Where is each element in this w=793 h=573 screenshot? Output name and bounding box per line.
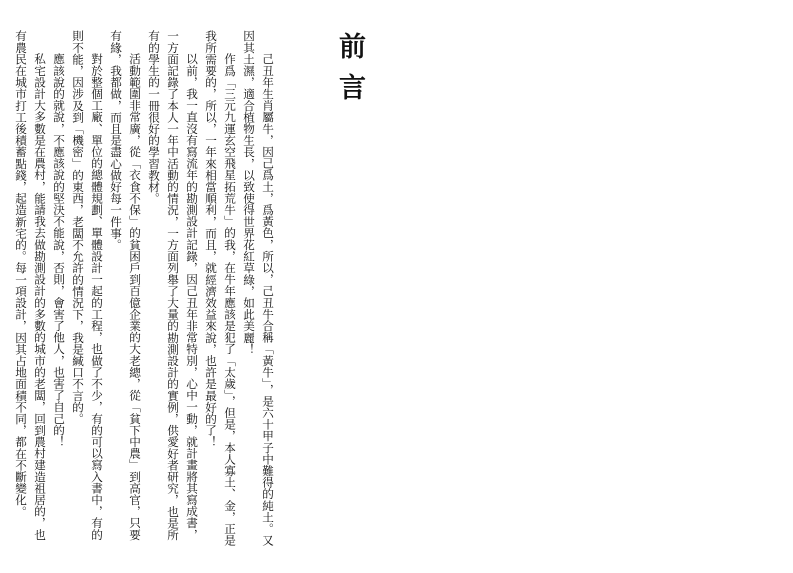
paragraph-4: 活動範圍非常廣，從「衣食不保」的貧困戶到百億企業的大老總，從「貧下中農」到高官，只要有緣，我都做，而且是盡心做好每一件事。 (109, 30, 142, 541)
paragraph-7: 私宅設計大多數是在農村，能請我去做勘測設計的多數的城市的老闆，回到農村建造祖居的，也有農民在城市打工後積蓄點錢，起造新宅的。每一項設計，因其占地面積不同，都在不斷變化。 (14, 30, 47, 541)
paragraph-2: 作爲「三元九運玄空飛星拓荒牛」的我，在牛年應該是犯了「太歲」，但是，本人寡土、金，正是我所需要的，所以，一年來相當順利，而且，就經濟效益來說，也許是最好的了！ (204, 30, 237, 547)
paragraph-6: 應該說的就說，不應該說的堅決不能說，否則，會害了他人，也害了自己的！ (52, 53, 66, 448)
page-title: 前言 (334, 32, 365, 114)
body-text (11, 30, 277, 550)
paragraph-3: 以前，我一直沒有寫流年的勘測設計記錄，因己丑年非常特別，心中一動，就計畫將其寫成書，一方面記錄了本人一年中活動的情況，一方面列舉了大量的勘測設計的實例，供愛好者研究，也是所有的學生的一冊很好的學習教材。 (147, 30, 199, 541)
paragraph-5: 對於整個工廠、單位的總體規劃、單體設計一起的工程，也做了不少，有的可以寫入書中，有的則不能，因涉及到「機密」的東西，老闆不允許的情況下，我是緘口不言的。 (71, 30, 104, 541)
paragraph-1: 己丑年生肖屬牛，因己爲土，爲黃色，所以，己丑牛合稱「黃牛」，是六十甲子中難得的純土。又因其土濕，適合植物生長，以致使得世界花紅草綠，如此美麗！ (242, 30, 275, 547)
